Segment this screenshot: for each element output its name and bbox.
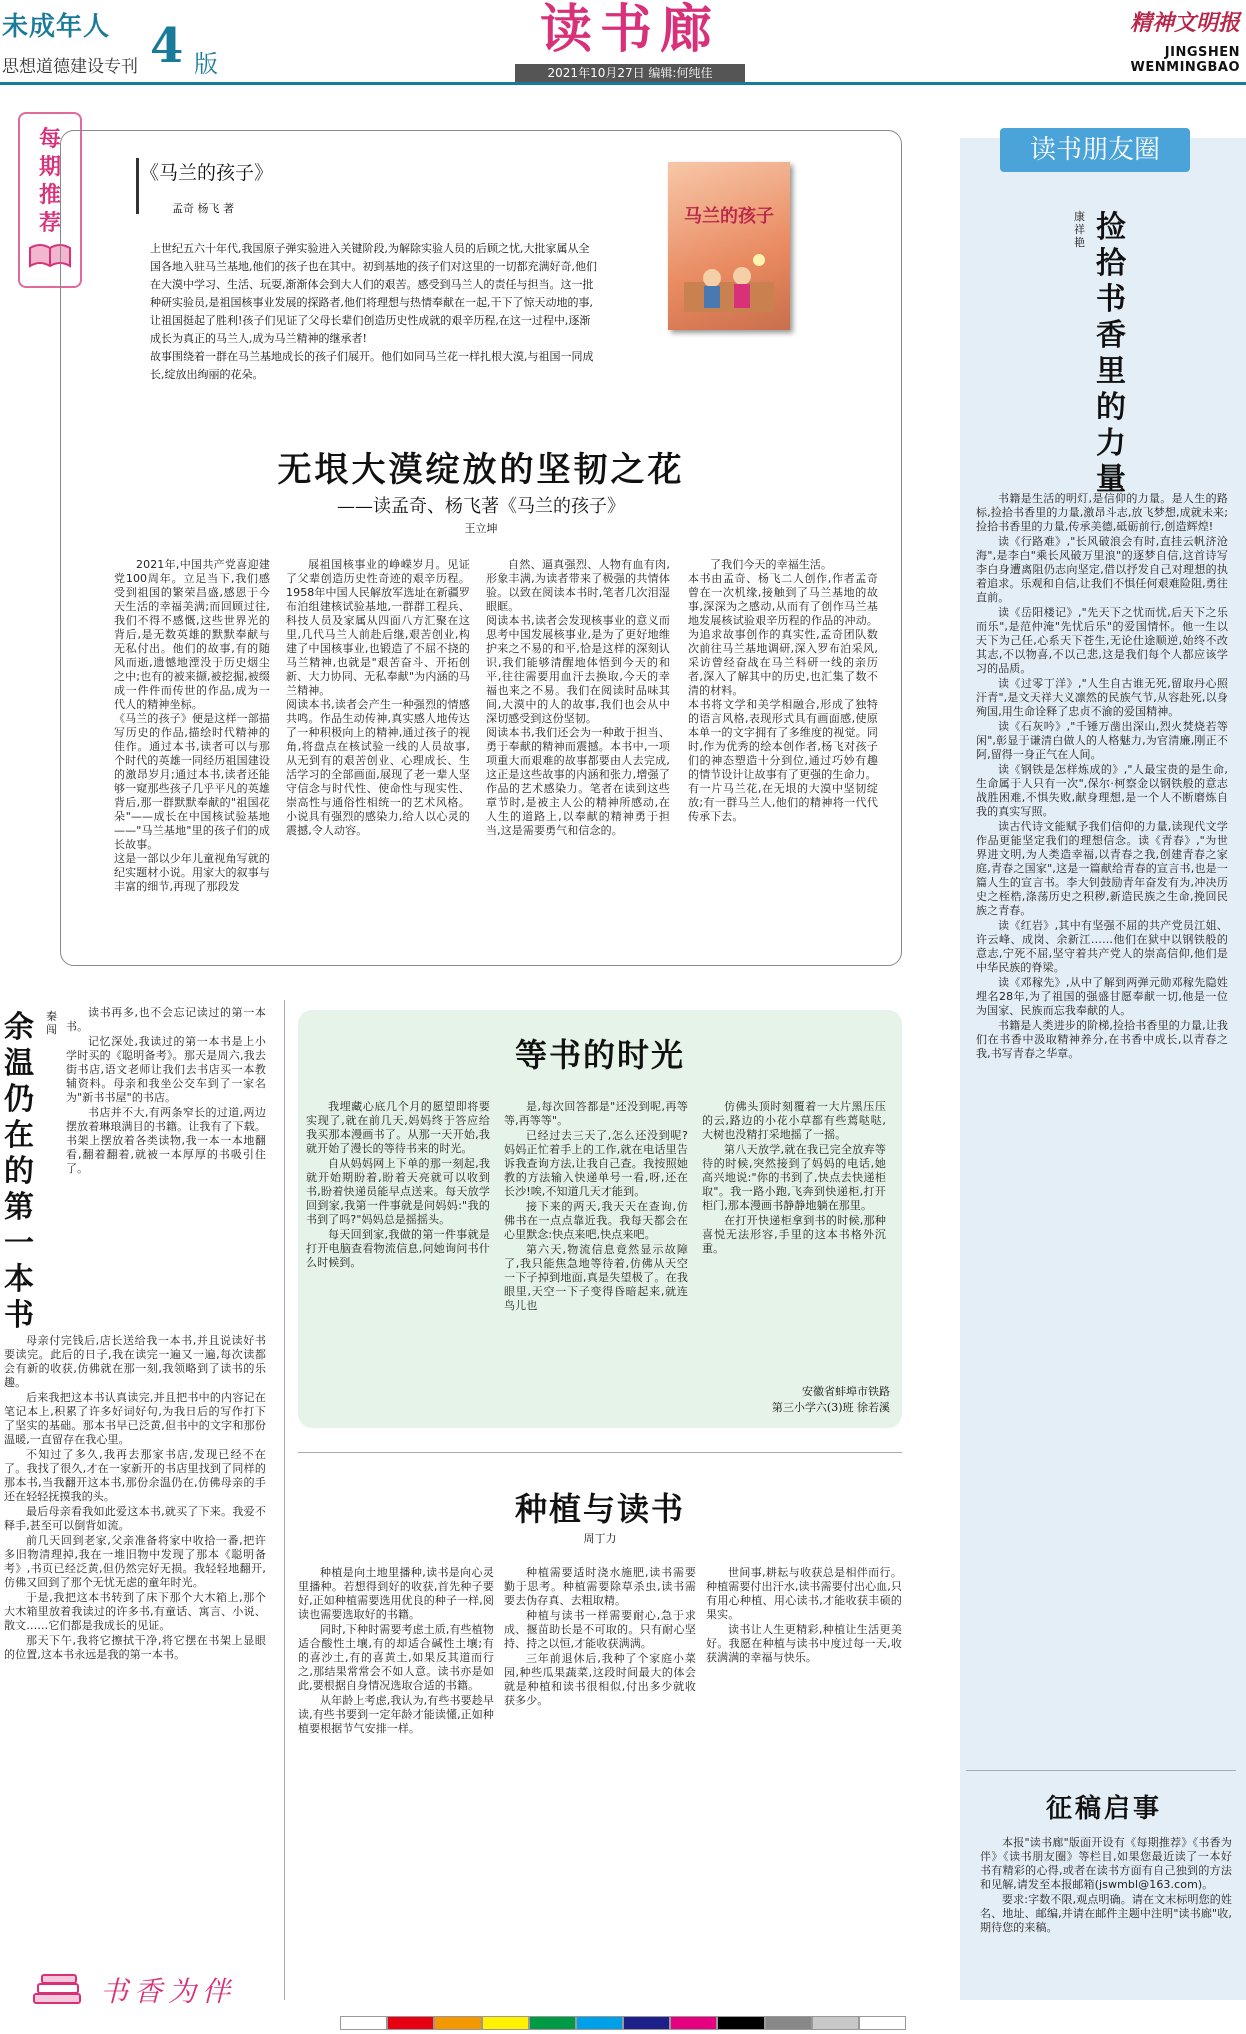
paragraph: 那天下午,我将它擦拭干净,将它摆在书架上显眼的位置,这本书永远是我的第一本书。 [4, 1634, 266, 1661]
page-number: 4 [150, 18, 184, 74]
friends-article-body [976, 492, 1228, 1748]
main-article-column: 展祖国核事业的峥嵘岁月。见证了父辈创造历史性奇迹的艰辛历程。1958年中国人民解放军选址在新疆罗布泊组建核试验基地,一群群工程兵、科技人员及家属从四面八方汇聚在这里,几代马兰人前赴后继,艰苦创业,构建了中国核事业,也锻造了不屈不挠的马兰精神,也就是"艰苦奋斗、开拓创新、大力协同、无私奉献"为内涵的马兰精神。 阅读本书,读者会产生一种强烈的情感共鸣。作品生动传神,真实感人地传达了一种积极向上的精神,通过孩子的视角,将盘点在核试验一线的人员故事,从无到有的艰苦创业、心理成长、生活学习的全部画面,展现了老一辈人坚守信念与时代性、使命性与现实性、崇高性与通俗性相统一的艺术风格。小说具有强烈的感染力,给人以心灵的震撼,令人动容。 [286, 558, 470, 837]
contribution-title: 征稿启事 [1045, 1794, 1162, 1824]
paragraph: 在打开快递柜拿到书的时候,那种喜悦无法形容,手里的这本书格外沉重。 [702, 1214, 886, 1255]
paragraph: 读《行路难》,"长风破浪会有时,直挂云帆济沧海",是李白"乘长风破万里浪"的逐梦自信,这首诗写李白身遭离阻仍志向坚定,借以抒发自己对理想的执着追求。乐观和自信,让我们不惧任何艰难险阻,勇往直前。 [976, 535, 1228, 604]
plant-column [298, 1566, 494, 2006]
paragraph: 读《钢铁是怎样炼成的》,"人最宝贵的是生命,生命属于人只有一次",保尔·柯察金以钢铁般的意志战胜困难,不惧失败,献身理想,是一个人不断磨炼自我的真实写照。 [976, 763, 1228, 818]
weekly-tag-char: 期 [38, 155, 61, 180]
title-accent-bar [136, 158, 139, 214]
paragraph: 读《岳阳楼记》,"先天下之忧而忧,后天下之乐而乐",是范仲淹"先忧后乐"的爱国情怀。他一生以天下为己任,心系天下苍生,无论仕途顺逆,始终不改其志,不以物喜,不以己悲,这是我们每个人都应该学习的品质。 [976, 606, 1228, 675]
left-masthead-subtitle: 思想道德建设专刊 [2, 57, 138, 77]
plant-column [504, 1566, 696, 2006]
book-cover-title: 马兰的孩子 [684, 206, 774, 227]
color-swatch [529, 2016, 576, 2030]
main-article-subtitle: ——读孟奇、杨飞著《马兰的孩子》 [337, 496, 625, 517]
paragraph: 世间事,耕耘与收获总是相伴而行。种植需要付出汗水,读书需要付出心血,只有用心种植、用心读书,才能收获丰硕的果实。 [706, 1566, 902, 1621]
paragraph: 书籍是生活的明灯,是信仰的力量。是人生的路标,捡拾书香里的力量,激昂斗志,放飞梦想,成就未来;捡拾书香里的力量,传承美德,砥砺前行,创造辉煌! [976, 492, 1228, 533]
paragraph: 读《过零丁洋》,"人生自古谁无死,留取丹心照汗青",是文天祥大义凛然的民族气节,从容赴死,以身殉国,用生命诠释了忠贞不渝的爱国精神。 [976, 677, 1228, 718]
column-logo-text: 书香为伴 [100, 1975, 237, 2008]
paragraph: 第八天放学,就在我已完全放弃等待的时候,突然接到了妈妈的电话,她高兴地说:"你的书到了,快点去快递柜取"。我一路小跑,飞奔到快递柜,打开柜门,那本漫画书静静地躺在那里。 [702, 1143, 886, 1212]
waiting-column [306, 1100, 490, 1376]
paragraph: 同时,下种时需要考虑土质,有些植物适合酸性土壤,有的却适合碱性土壤;有的喜沙土,有的喜黄土,如果反其道而行之,那结果常常会不如人意。读书亦是如此,要根据自身情况选取合适的书籍。 [298, 1623, 494, 1692]
vertical-divider [284, 1000, 285, 2000]
weekly-tag-char: 推 [38, 183, 61, 208]
friends-column-header: 读书朋友圈 [1000, 128, 1190, 172]
color-swatch [340, 2016, 387, 2030]
signature-line: 第三小学六(3)班 徐若溪 [771, 1401, 890, 1414]
waiting-column [504, 1100, 688, 1400]
paragraph: 每天回到家,我做的第一件事就是打开电脑查看物流信息,问她询问书什么时候到。 [306, 1228, 490, 1269]
plant-column [706, 1566, 902, 2006]
first-book-body-top [66, 1006, 266, 1326]
friends-article-title: 捡拾书香里的力量 [1096, 210, 1126, 497]
paragraph: 母亲付完钱后,店长送给我一本书,并且说读好书要读完。此后的日子,我在读完一遍又一遍,每次读都会有新的收获,仿佛就在那一刻,我领略到了读书的乐趣。 [4, 1334, 266, 1389]
color-swatch [717, 2016, 764, 2030]
paragraph: 读《红岩》,其中有坚强不屈的共产党员江姐、许云峰、成岗、余新江……他们在狱中以钢铁般的意志,宁死不屈,坚守着共产党人的崇高信仰,他们是中华民族的脊梁。 [976, 919, 1228, 974]
paragraph: 接下来的两天,我天天在查询,仿佛书在一点点靠近我。我每天都会在心里默念:快点来吧,快点来吧。 [504, 1200, 688, 1241]
paragraph: 仿佛头顶时刻覆着一大片黑压压的云,路边的小花小草都有些蔫哒哒,大树也没精打采地摇了一摇。 [702, 1100, 886, 1141]
center-masthead [480, 0, 780, 80]
cover-illustration-icon [684, 242, 774, 312]
main-article-column: 2021年,中国共产党喜迎建党100周年。立足当下,我们感受到祖国的繁荣昌盛,感恩于今天生活的幸福美满;而回顾过往,我们不得不感慨,这些世界光的背后,是无数英雄的默默奉献与无私付出。他们的故事,有的随风而逝,遗憾地湮没于历史烟尘之中;也有的被来撷,被挖掘,被缀成一件件而传世的作品,成为一代人的精神坐标。 《马兰的孩子》便是这样一部描写历史的作品,描绘时代精神的佳作。通过本书,读者可以与那个时代的英雄一同经历祖国建设的激昂岁月;通过本书,读者还能够一窥那些孩子几乎平凡的英雄背后,那一群默默奉献的"祖国花朵"——成长在中国核试验基地——"马兰基地"里的孩子们的成长故事。 这是一部以少年儿童视角写就的纪实题材小说。用家大的叙事与丰富的细节,再现了那段发 [114, 558, 270, 893]
color-swatch [434, 2016, 481, 2030]
paragraph: 是,每次回答都是"还没到呢,再等等,再等等"。 [504, 1100, 688, 1127]
paragraph: 三年前退休后,我种了个家庭小菜园,种些瓜果蔬菜,这段时间最大的体会就是种植和读书很相似,付出多少就收获多少。 [504, 1652, 696, 1707]
paragraph: 读书再多,也不会忘记读过的第一本书。 [66, 1006, 266, 1033]
paragraph: 前几天回到老家,父亲准备将家中收拾一番,把许多旧物清理掉,我在一堆旧物中发现了那本《聪明备考》,书页已经泛黄,但仍然完好无损。我轻轻地翻开,仿佛又回到了那个无忧无虑的童年时光。 [4, 1534, 266, 1589]
paragraph: 读《邓稼先》,从中了解到两弹元勋邓稼先隐姓埋名28年,为了祖国的强盛甘愿奉献一切,他是一位为国家、民族而忘我奉献的人。 [976, 976, 1228, 1017]
paragraph: 读《石灰吟》,"千锤万凿出深山,烈火焚烧若等闲",彰显于谦清白做人的人格魅力,为官清廉,刚正不阿,留得一身正气在人间。 [976, 720, 1228, 761]
book-cover-image [668, 162, 790, 330]
book-stack-icon [30, 1972, 86, 2016]
signature-line: 安徽省蚌埠市铁路 [802, 1385, 890, 1398]
section-title: 读书廊 [539, 0, 720, 60]
main-article-column: 了我们今天的幸福生活。 本书由孟奇、杨飞二人创作,作者孟奇曾在一次机缘,接触到了马兰基地的故事,深深为之感动,从而有了创作马兰基地发展核试验艰辛历程的作品的冲动。为追求故事创作的真实性,孟奇团队数次前往马兰基地调研,深入罗布泊采风,采访曾经奋战在马兰科研一线的亲历者,深入了解其中的历史,也汇集了数不清的材料。 本书将文学和美学相融合,形成了独特的语言风格,表现形式具有画面感,使原本单一的文字拥有了多维度的视觉。同时,作为优秀的绘本创作者,杨飞对孩子们的神态塑造十分到位,通过巧妙有趣的情节设计让故事有了更强的生命力。 有一片马兰花,在无垠的大漠中坚韧绽放;有一群马兰人,他们的精神将一代代传承下去。 [688, 558, 878, 823]
paragraph: 读古代诗文能赋予我们信仰的力量,读现代文学作品更能坚定我们的理想信念。读《青春》,"为世界进文明,为人类造幸福,以青春之我,创建青春之家庭,青春之国家",这是一篇献给青春的宣言书,也是一篇人生的宣言书。李大钊鼓励青年奋发有为,冲决历史之桎梏,涤荡历史之积秽,新造民族之生命,挽回民族之青春。 [976, 820, 1228, 917]
book-intro: 上世纪五六十年代,我国原子弹实验进入关键阶段,为解除实验人员的后顾之忧,大批家属从全国各地入驻马兰基地,他们的孩子也在其中。初到基地的孩子们对这里的一切都充满好奇,他们在大漠中学习、生活、玩耍,渐渐体会到大人们的艰苦。感受到马兰人的责任与担当。这一批种研实验员,是祖国核事业发展的探路者,他们将理想与热情奉献在一起,干下了惊天动地的事,让祖国挺起了胜利!孩子们见证了父母长辈们创造历史性成就的艰辛历程,在这一过程中,逐渐成长为真正的马兰人,成为马兰精神的继承者! 故事围绕着一群在马兰基地成长的孩子们展开。他们如同马兰花一样扎根大漠,与祖国一同成长,绽放出绚丽的花朵。 [150, 242, 597, 381]
plant-article-title: 种植与读书 [514, 1490, 685, 1528]
color-swatch [387, 2016, 434, 2030]
left-masthead [0, 0, 240, 80]
paragraph: 我埋藏心底几个月的愿望即将要实现了,就在前几天,妈妈终于答应给我买那本漫画书了。从那一天开始,我就开始了漫长的等待书来的时光。 [306, 1100, 490, 1155]
main-article-byline: 王立坤 [464, 522, 498, 535]
paragraph: 要求:字数不限,观点明确。请在文末标明您的姓名、地址、邮编,并请在邮件主题中注明"读书廊"收,期待您的来稿。 [980, 1893, 1232, 1934]
first-book-title: 余温仍在的第一本书 [4, 1010, 34, 1333]
divider [298, 1452, 902, 1453]
book-author: 孟奇 杨飞 著 [172, 202, 234, 215]
divider [966, 1770, 1236, 1771]
color-swatch [623, 2016, 670, 2030]
color-swatch [576, 2016, 623, 2030]
paragraph: 已经过去三天了,怎么还没到呢?妈妈正忙着手上的工作,就在电话里告诉我查询方法,让我自己查。我按照她教的方法输入快递单号一看,呀,还在长沙!唉,不知道几天才能到。 [504, 1129, 688, 1198]
paragraph: 记忆深处,我读过的第一本书是上小学时买的《聪明备考》。那天是周六,我去街书店,语文老师让我们去书店买一本教辅资料。母亲和我坐公交车到了一家名为"新书书屋"的书店。 [66, 1035, 266, 1104]
paragraph: 自从妈妈网上下单的那一刻起,我就开始期盼着,盼着天亮就可以收到书,盼着快递员能早点送来。每天放学回到家,我第一件事就是问妈妈:"我的书到了吗?"妈妈总是摇摇头。 [306, 1157, 490, 1226]
paragraph: 从年龄上考虑,我认为,有些书要趁早读,有些书要到一定年龄才能读懂,正如种植要根据节气安排一样。 [298, 1694, 494, 1735]
right-masthead [1060, 6, 1240, 86]
color-swatch [859, 2016, 906, 2030]
weekly-tag-char: 每 [38, 127, 61, 152]
book-title: 《马兰的孩子》 [140, 162, 274, 184]
color-swatch [482, 2016, 529, 2030]
paragraph: 读书让人生更精彩,种植让生活更美好。我愿在种植与读书中度过每一天,收获满满的幸福与快乐。 [706, 1623, 902, 1664]
contribution-body [980, 1836, 1232, 1996]
masthead-rule [0, 82, 1246, 85]
issue-date: 2021年10月27日 编辑:何纯佳 [515, 64, 745, 82]
paragraph: 后来我把这本书认真读完,并且把书中的内容记在笔记本上,积累了许多好词好句,为我日后的写作打下了坚实的基础。那本书早已泛黄,但书中的文字和那份温暖,一直留存在我心里。 [4, 1391, 266, 1446]
paragraph: 第六天,物流信息竟然显示故障了,我只能焦急地等待着,仿佛从天空一下子掉到地面,真是失望极了。在我眼里,天空一下子变得昏暗起来,就连鸟儿也 [504, 1243, 688, 1312]
waiting-column [702, 1100, 886, 1370]
paragraph: 最后母亲看我如此爱这本书,就买了下来。我爱不释手,甚至可以倒背如流。 [4, 1505, 266, 1532]
paragraph: 不知过了多久,我再去那家书店,发现已经不在了。我找了很久,才在一家新开的书店里找到了同样的那本书,当我翻开这本书,那份余温仍在,仿佛母亲的手还在轻轻抚摸我的头。 [4, 1448, 266, 1503]
column-logo [20, 1970, 270, 2010]
newspaper-english: JINGSHEN WENMINGBAO [1130, 45, 1240, 75]
first-book-body-bottom [4, 1334, 266, 1954]
left-masthead-title: 未成年人 [2, 12, 111, 42]
paragraph: 种植需要适时浇水施肥,读书需要勤于思考。种植需要除草杀虫,读书需要去伪存真、去粗取精。 [504, 1566, 696, 1607]
color-swatch [812, 2016, 859, 2030]
waiting-article-title: 等书的时光 [514, 1036, 685, 1074]
main-article-title: 无垠大漠绽放的坚韧之花 [277, 450, 685, 490]
plant-article-byline: 周丁力 [583, 1532, 617, 1545]
paragraph: 本报"读书廊"版面开设有《每期推荐》《书香为伴》《读书朋友圈》等栏目,如果您最近读了一本好书有精彩的心得,或者在读书方面有自己独到的方法和见解,请发至本报邮箱(jswmbl@163.com)。 [980, 1836, 1232, 1891]
first-book-author: 秦闯 [46, 1010, 57, 1036]
page-unit: 版 [194, 50, 218, 78]
paragraph: 种植与读书一样需要耐心,急于求成、揠苗助长是不可取的。只有耐心坚持、持之以恒,才能收获满满。 [504, 1609, 696, 1650]
waiting-signature [720, 1384, 890, 1416]
main-article-column: 自然、逼真强烈、人物有血有肉,形象丰满,为读者带来了极强的共情体验。以致在阅读本书时,笔者几次泪湿眼眶。 阅读本书,读者会发现核事业的意义而思考中国发展核事业,是为了更好地维护来之不易的和平,恰是这样的深刻认识,我们能够清醒地体悟到今天的和平,往往需要用血汗去换取,今天的幸福也来之不易。我们在阅读时品味其间,大漠中的人的故事,我们也会从中深切感受到这份坚韧。 阅读本书,我们还会为一种敢于担当、勇于奉献的精神而震撼。本书中,一项项重大而艰难的故事都要由人去完成,这正是这些故事的内涵和张力,增强了作品的艺术感染力。笔者在读到这些章节时,是被主人公的精神所感动,在人生的道路上,以奉献的精神勇于担当,这是需要勇气和信念的。 [486, 558, 670, 837]
paragraph: 书店并不大,有两条窄长的过道,两边摆放着琳琅满目的书籍。让我有了下载。书架上摆放着各类读物,我一本一本地翻看,翻着翻着,就被一本厚厚的书吸引住了。 [66, 1106, 266, 1175]
paragraph: 种植是向土地里播种,读书是向心灵里播种。若想得到好的收获,首先种子要好,正如种植需要选用优良的种子一样,阅读也需要选取好的书籍。 [298, 1566, 494, 1621]
paragraph: 于是,我把这本书转到了床下那个大木箱上,那个大木箱里放着我读过的许多书,有童话、寓言、小说、散文……它们都是我成长的见证。 [4, 1591, 266, 1632]
weekly-tag-char: 荐 [38, 211, 61, 236]
color-swatch [765, 2016, 812, 2030]
paragraph: 书籍是人类进步的阶梯,捡拾书香里的力量,让我们在书香中汲取精神养分,在书香中成长,以青春之我,书写青春之华章。 [976, 1019, 1228, 1060]
friends-article-author: 康祥艳 [1074, 210, 1085, 249]
color-swatch [670, 2016, 717, 2030]
print-color-bar [340, 2016, 906, 2030]
newspaper-name: 精神文明报 [1129, 10, 1240, 36]
